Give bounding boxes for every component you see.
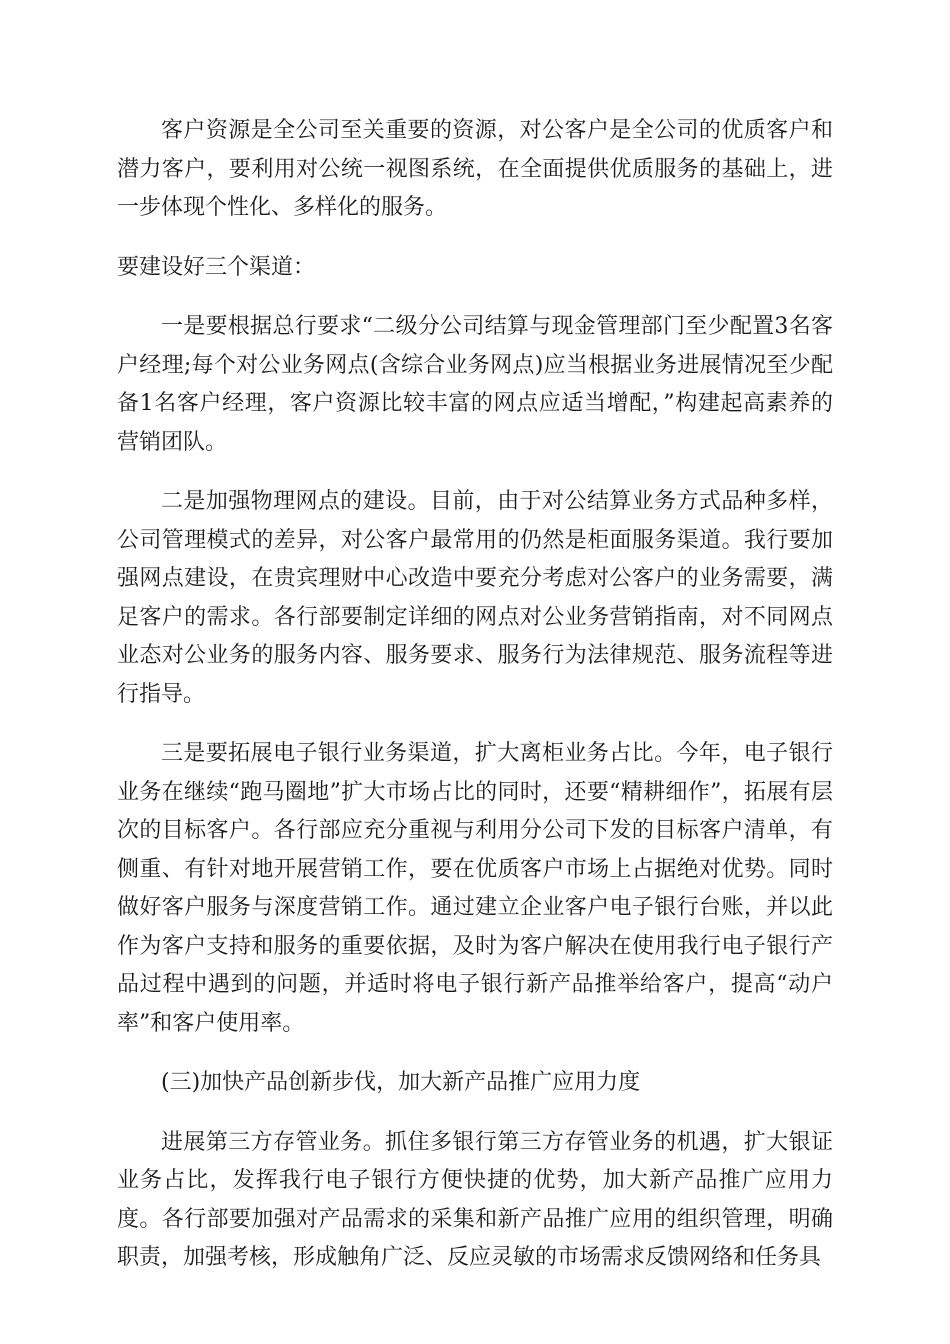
paragraph-channel-one: 一是要根据总行要求“二级分公司结算与现金管理部门至少配置3名客户经理;每个对公业务网点(含综合业务网点)应当根据业务进展情况至少配备1名客户经理，客户资源比较丰富的网点应适当增配，”构建起高素养的营销团队。 <box>117 314 833 455</box>
paragraph-customer-resources: 客户资源是全公司至关重要的资源，对公客户是全公司的优质客户和潜力客户，要利用对公统一视图系统，在全面提供优质服务的基础上，进一步体现个性化、多样化的服务。 <box>117 118 833 220</box>
paragraph-channel-three: 三是要拓展电子银行业务渠道，扩大离柜业务占比。今年，电子银行业务在继续“跑马圈地”扩大市场占比的同时，还要“精耕细作”，拓展有层次的目标客户。各行部应充分重视与利用分公司下发的目标客户清单，有侧重、有针对地开展营销工作，要在优质客户市场上占据绝对优势。同时做好客户服务与深度营销工作。通过建立企业客户电子银行台账，并以此作为客户支持和服务的重要依据，及时为客户解决在使用我行电子银行产品过程中遇到的问题，并适时将电子银行新产品推举给客户，提高“动户率”和客户使用率。 <box>117 741 833 1036</box>
paragraph-three-channels-heading: 要建设好三个渠道： <box>117 254 316 280</box>
paragraph-third-party-custody: 进展第三方存管业务。抓住多银行第三方存管业务的机遇，扩大银证业务占比，发挥我行电子银行方便快捷的优势，加大新产品推广应用力度。各行部要加强对产品需求的采集和新产品推广应用的组织管理，明确职责，加强考核，形成触角广泛、反应灵敏的市场需求反馈网络和任务具 <box>117 1129 833 1270</box>
section-heading-product-innovation: (三)加快产品创新步伐，加大新产品推广应用力度 <box>161 1070 641 1095</box>
paragraph-channel-two: 二是加强物理网点的建设。目前，由于对公结算业务方式品种多样，公司管理模式的差异，对公客户最常用的仍然是柜面服务渠道。我行要加强网点建设，在贵宾理财中心改造中要充分考虑对公客户的业务需要，满足客户的需求。各行部要制定详细的网点对公业务营销指南，对不同网点业态对公业务的服务内容、服务要求、服务行为法律规范、服务流程等进行指导。 <box>117 489 833 707</box>
